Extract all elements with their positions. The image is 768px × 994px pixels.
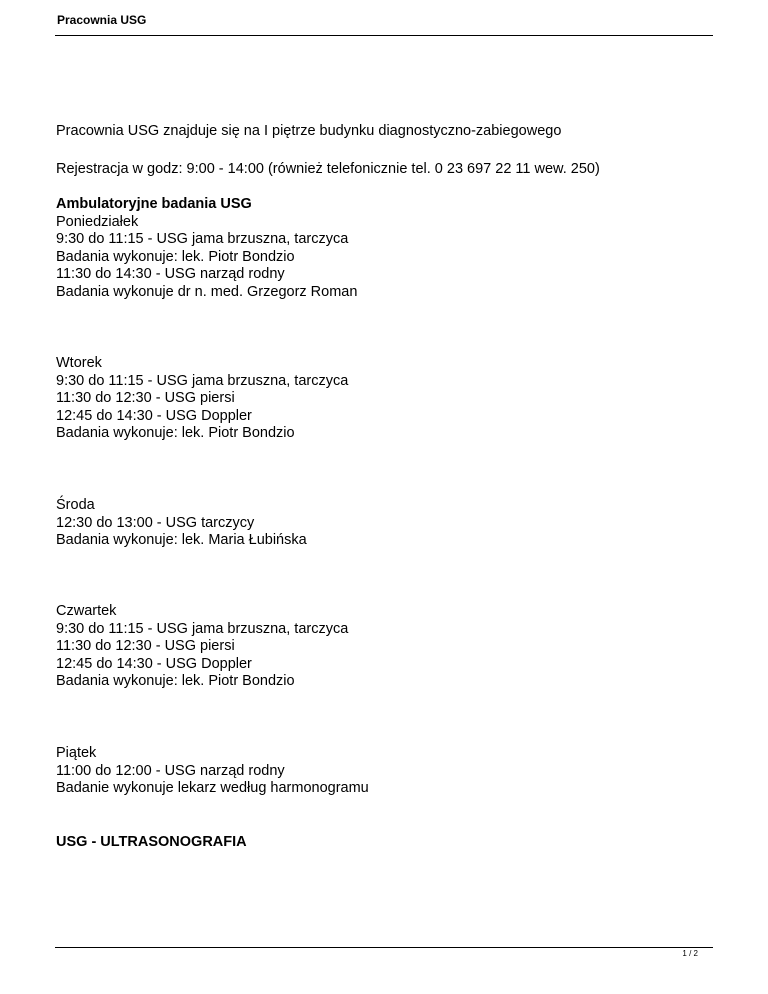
schedule-friday-block bbox=[56, 745, 369, 798]
schedule-line: 11:30 do 12:30 - USG piersi bbox=[56, 638, 235, 655]
day-name-monday: Poniedziałek bbox=[56, 213, 139, 230]
schedule-tuesday-block bbox=[56, 355, 348, 443]
schedule-line: Badania wykonuje: lek. Maria Łubińska bbox=[56, 532, 307, 549]
schedule-line: 11:00 do 12:00 - USG narząd rodny bbox=[56, 762, 285, 779]
header-title: Pracownia USG bbox=[57, 13, 147, 27]
schedule-line: Badania wykonuje dr n. med. Grzegorz Roman bbox=[56, 283, 358, 300]
schedule-line: 12:30 do 13:00 - USG tarczycy bbox=[56, 514, 255, 531]
schedule-line: 9:30 do 11:15 - USG jama brzuszna, tarczyca bbox=[56, 231, 349, 248]
schedule-line: Badanie wykonuje lekarz według harmonogramu bbox=[56, 780, 369, 797]
intro-registration: Rejestracja w godz: 9:00 - 14:00 (również telefonicznie tel. 0 23 697 22 11 wew. 250) bbox=[56, 161, 600, 177]
header-divider bbox=[55, 35, 713, 36]
section-title: Ambulatoryjne badania USG bbox=[56, 196, 252, 212]
schedule-line: 11:30 do 12:30 - USG piersi bbox=[56, 390, 235, 407]
schedule-line: 12:45 do 14:30 - USG Doppler bbox=[56, 655, 252, 672]
schedule-line: 11:30 do 14:30 - USG narząd rodny bbox=[56, 266, 285, 283]
schedule-thursday-block bbox=[56, 603, 348, 691]
day-name-friday: Piątek bbox=[56, 745, 97, 761]
day-name-tuesday: Wtorek bbox=[56, 355, 102, 371]
page-number: 1 / 2 bbox=[682, 949, 698, 958]
schedule-line: Badania wykonuje: lek. Piotr Bondzio bbox=[56, 425, 295, 442]
schedule-wednesday-block bbox=[56, 497, 307, 550]
schedule-monday-block bbox=[56, 196, 357, 302]
schedule-line: 9:30 do 11:15 - USG jama brzuszna, tarczyca bbox=[56, 620, 349, 637]
footer-divider bbox=[55, 947, 713, 948]
schedule-line: 12:45 do 14:30 - USG Doppler bbox=[56, 407, 252, 424]
schedule-line: 9:30 do 11:15 - USG jama brzuszna, tarczyca bbox=[56, 372, 349, 389]
closing-title: USG - ULTRASONOGRAFIA bbox=[56, 834, 247, 850]
schedule-line: Badania wykonuje: lek. Piotr Bondzio bbox=[56, 248, 295, 265]
schedule-line: Badania wykonuje: lek. Piotr Bondzio bbox=[56, 673, 295, 690]
day-name-wednesday: Środa bbox=[56, 497, 95, 513]
intro-location: Pracownia USG znajduje się na I piętrze budynku diagnostyczno-zabiegowego bbox=[56, 123, 562, 139]
day-name-thursday: Czwartek bbox=[56, 603, 117, 619]
